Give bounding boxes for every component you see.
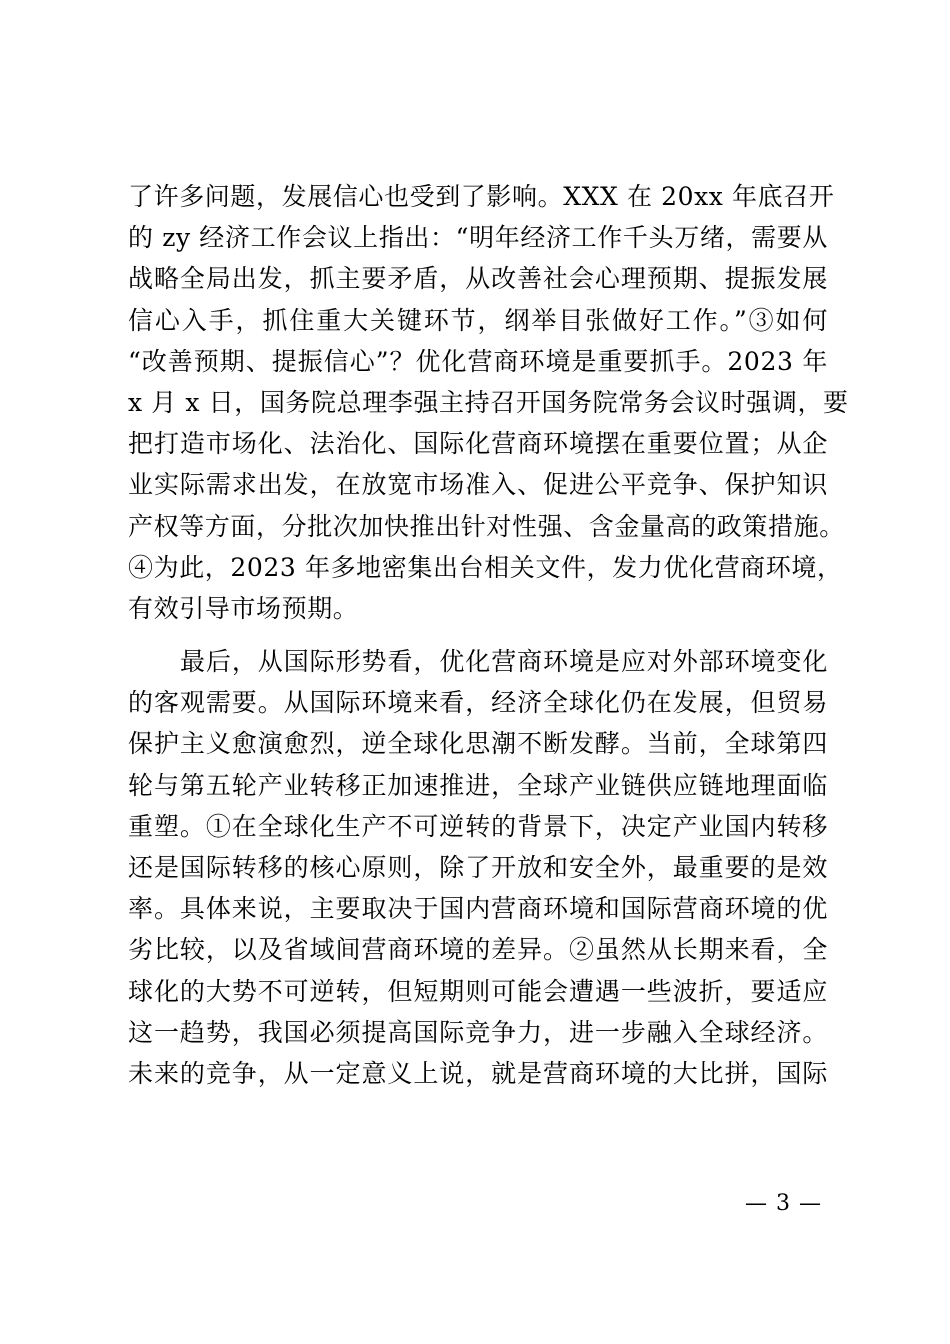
text-line: 保护主义愈演愈烈，逆全球化思潮不断发酵。当前，全球第四 [128, 729, 828, 759]
page-number: — 3 — [745, 1191, 822, 1216]
document-body [128, 176, 849, 1094]
text-line: 这一趋势，我国必须提高国际竞争力，进一步融入全球经济。 [128, 1017, 828, 1047]
text-line: x 月 x 日，国务院总理李强主持召开国务院常务会议时强调，要 [128, 387, 849, 417]
text-line: 有效引导市场预期。 [128, 593, 359, 623]
text-line: 了许多问题，发展信心也受到了影响。XXX 在 20xx 年底召开 [128, 182, 835, 211]
text-line: 率。具体来说，主要取决于国内营商环境和国际营商环境的优 [128, 894, 828, 924]
text-line: 信心入手，抓住重大关键环节，纲举目张做好工作。”③如何 [128, 305, 828, 335]
text-line: 最后，从国际形势看，优化营商环境是应对外部环境变化 [180, 647, 828, 677]
text-line: 未来的竞争，从一定意义上说，就是营商环境的大比拼，国际 [128, 1058, 828, 1088]
text-line: 还是国际转移的核心原则，除了开放和安全外，最重要的是效 [128, 853, 828, 882]
text-line: 业实际需求出发，在放宽市场准入、促进公平竞争、保护知识 [128, 470, 828, 500]
text-line: 的 zy 经济工作会议上指出：“明年经济工作千头万绪，需要从 [128, 223, 828, 253]
paragraph-domestic-expectations [128, 176, 849, 629]
text-line: 球化的大势不可逆转，但短期则可能会遭遇一些波折，要适应 [128, 976, 828, 1006]
text-line: 的客观需要。从国际环境来看，经济全球化仍在发展，但贸易 [128, 688, 828, 718]
paragraph-spacing [128, 629, 828, 641]
text-line: “改善预期、提振信心”？优化营商环境是重要抓手。2023 年 [128, 346, 828, 376]
text-line: 战略全局出发，抓主要矛盾，从改善社会心理预期、提振发展 [128, 264, 828, 294]
text-line: 把打造市场化、法治化、国际化营商环境摆在重要位置；从企 [128, 429, 828, 459]
paragraph-international-situation [128, 641, 828, 1094]
text-line: 轮与第五轮产业转移正加速推进，全球产业链供应链地理面临 [128, 770, 828, 800]
text-line: 产权等方面，分批次加快推出针对性强、含金量高的政策措施。 [128, 511, 845, 541]
text-line: 重塑。①在全球化生产不可逆转的背景下，决定产业国内转移 [128, 811, 828, 841]
text-line: ④为此，2023 年多地密集出台相关文件，发力优化营商环境， [128, 552, 843, 582]
text-line: 劣比较，以及省域间营商环境的差异。②虽然从长期来看，全 [128, 935, 828, 965]
